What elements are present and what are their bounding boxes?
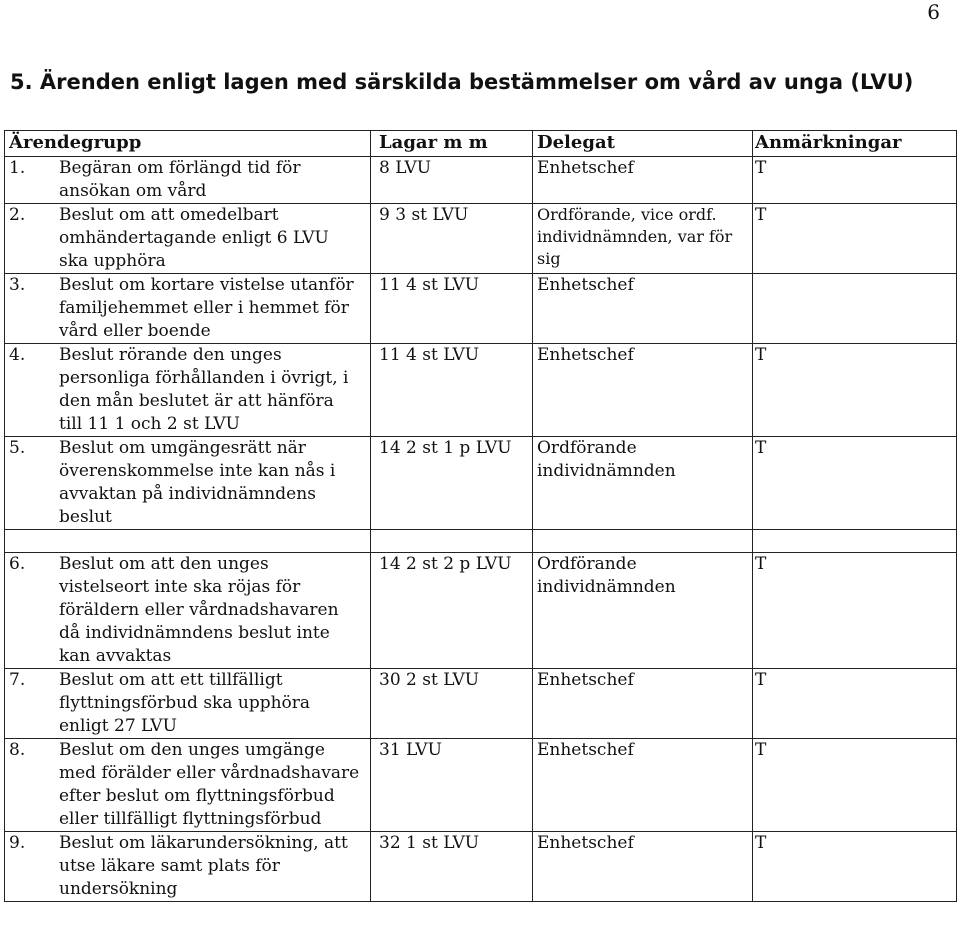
row-remark	[753, 274, 957, 344]
row-remark: T	[753, 204, 957, 274]
row-remark: T	[753, 344, 957, 437]
row-group: Beslut om att omedelbart omhändertagande enligt 6 LVU ska upphöra	[59, 205, 329, 271]
table-header-row	[5, 131, 957, 157]
row-delegate: Enhetschef	[533, 157, 753, 204]
row-delegate: Ordförande, vice ordf. individnämnden, var för sig	[533, 204, 753, 274]
row-remark: T	[753, 553, 957, 669]
table-row	[5, 157, 957, 204]
row-number: 9.	[9, 833, 26, 853]
row-number: 1.	[9, 158, 26, 178]
row-group: Beslut om umgängesrätt när överenskommelse inte kan nås i avvaktan på individnämndens beslut	[59, 438, 336, 527]
row-number: 2.	[9, 205, 26, 225]
row-remark: T	[753, 437, 957, 530]
table-row	[5, 739, 957, 832]
row-delegate: Enhetschef	[533, 669, 753, 739]
section-heading: 5. Ärenden enligt lagen med särskilda bestämmelser om vård av unga (LVU)	[10, 70, 914, 94]
row-group: Beslut om att den unges vistelseort inte ska röjas för föräldern eller vårdnadshavaren då individnämndens beslut inte kan avvaktas	[59, 554, 339, 666]
row-delegate: Enhetschef	[533, 739, 753, 832]
table-row	[5, 669, 957, 739]
row-delegate: Ordförande individnämnden	[533, 553, 753, 669]
spacer-row	[5, 530, 957, 553]
row-delegate: Enhetschef	[533, 344, 753, 437]
row-group: Begäran om förlängd tid för ansökan om vård	[59, 158, 301, 201]
row-group: Beslut om läkarundersökning, att utse läkare samt plats för undersökning	[59, 833, 348, 899]
row-law: 9 3 st LVU	[371, 204, 533, 274]
row-number: 6.	[9, 554, 26, 574]
page-number: 6	[927, 0, 940, 24]
row-remark: T	[753, 739, 957, 832]
row-delegate: Enhetschef	[533, 274, 753, 344]
row-number: 5.	[9, 438, 26, 458]
table-row	[5, 344, 957, 437]
row-law: 8 LVU	[371, 157, 533, 204]
row-law: 30 2 st LVU	[371, 669, 533, 739]
row-delegate: Ordförande individnämnden	[533, 437, 753, 530]
row-group: Beslut om den unges umgänge med förälder eller vårdnadshavare efter beslut om flyttningsförbud eller tillfälligt flyttningsförbud	[59, 740, 360, 829]
row-law: 14 2 st 2 p LVU	[371, 553, 533, 669]
table-row	[5, 274, 957, 344]
row-number: 8.	[9, 740, 26, 760]
table-row	[5, 437, 957, 530]
row-number: 3.	[9, 275, 26, 295]
table-row	[5, 204, 957, 274]
delegation-table	[4, 130, 957, 902]
row-law: 11 4 st LVU	[371, 274, 533, 344]
row-law: 31 LVU	[371, 739, 533, 832]
header-group: Ärendegrupp	[5, 131, 371, 157]
row-number: 7.	[9, 670, 26, 690]
row-law: 14 2 st 1 p LVU	[371, 437, 533, 530]
row-number: 4.	[9, 345, 26, 365]
table-row	[5, 553, 957, 669]
header-remarks: Anmärkningar	[753, 131, 957, 157]
row-group: Beslut rörande den unges personliga förhållanden i övrigt, i den mån beslutet är att hänföra till 11 1 och 2 st LVU	[59, 345, 349, 434]
row-remark: T	[753, 157, 957, 204]
row-group: Beslut om kortare vistelse utanför familjehemmet eller i hemmet för vård eller boende	[59, 275, 354, 341]
row-remark: T	[753, 832, 957, 902]
row-remark: T	[753, 669, 957, 739]
header-law: Lagar m m	[371, 131, 533, 157]
row-law: 11 4 st LVU	[371, 344, 533, 437]
header-delegate: Delegat	[533, 131, 753, 157]
row-law: 32 1 st LVU	[371, 832, 533, 902]
row-group: Beslut om att ett tillfälligt flyttningsförbud ska upphöra enligt 27 LVU	[59, 670, 311, 736]
row-delegate: Enhetschef	[533, 832, 753, 902]
table-row	[5, 832, 957, 902]
